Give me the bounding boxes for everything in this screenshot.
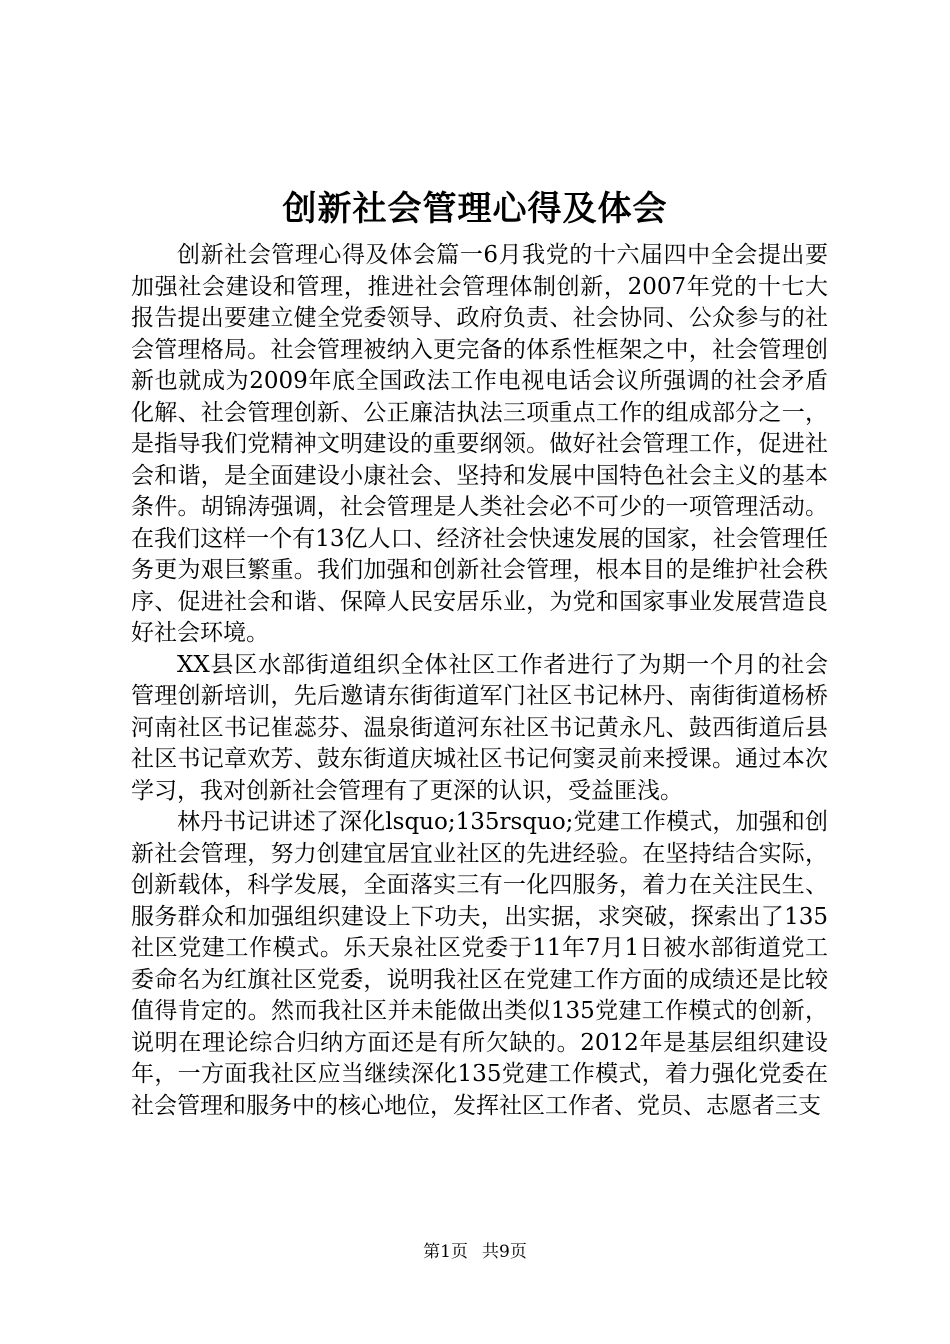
paragraph-3: 林丹书记讲述了深化lsquo;135rsquo;党建工作模式，加强和创新社会管理，努力创建宜居宜业社区的先进经验。在坚持结合实际，创新载体，科学发展，全面落实三有一化四服务，着力在关注民生、服务群众和加强组织建设上下功夫，出实据，求突破，探索出了135社区党建工作模式。乐天泉社区党委于11年7月1日被水部街道党工委命名为红旗社区党委，说明我社区在党建工作方面的成绩还是比较值得肯定的。然而我社区并未能做出类似135党建工作模式的创新，说明在理论综合归纳方面还是有所欠缺的。2012年是基层组织建设年，一方面我社区应当继续深化135党建工作模式，着力强化党委在社会管理和服务中的核心地位，发挥社区工作者、党员、志愿者三支 — [131, 809, 828, 1119]
paragraph-2: XX县区水部街道组织全体社区工作者进行了为期一个月的社会管理创新培训，先后邀请东街街道军门社区书记林丹、南街街道杨桥河南社区书记崔蕊芬、温泉街道河东社区书记黄永凡、鼓西街道后县社区书记章欢芳、鼓东街道庆城社区书记何窦灵前来授课。通过本次学习，我对创新社会管理有了更深的认识，受益匪浅。 — [131, 651, 828, 804]
document-body — [131, 240, 828, 1122]
page-footer — [0, 1240, 950, 1264]
page-total: 共9页 — [482, 1242, 527, 1262]
page-number: 第1页 — [423, 1242, 468, 1262]
page-title: 创新社会管理心得及体会 — [282, 189, 668, 229]
paragraph-1: 创新社会管理心得及体会篇一6月我党的十六届四中全会提出要加强社会建设和管理，推进社会管理体制创新，2007年党的十七大报告提出要建立健全党委领导、政府负责、社会协同、公众参与的社会管理格局。社会管理被纳入更完备的体系性框架之中，社会管理创新也就成为2009年底全国政法工作电视电话会议所强调的社会矛盾化解、社会管理创新、公正廉洁执法三项重点工作的组成部分之一，是指导我们党精神文明建设的重要纲领。做好社会管理工作，促进社会和谐，是全面建设小康社会、坚持和发展中国特色社会主义的基本条件。胡锦涛强调，社会管理是人类社会必不可少的一项管理活动。在我们这样一个有13亿人口、经济社会快速发展的国家，社会管理任务更为艰巨繁重。我们加强和创新社会管理，根本目的是维护社会秩序、促进社会和谐、保障人民安居乐业，为党和国家事业发展营造良好社会环境。 — [131, 242, 828, 646]
